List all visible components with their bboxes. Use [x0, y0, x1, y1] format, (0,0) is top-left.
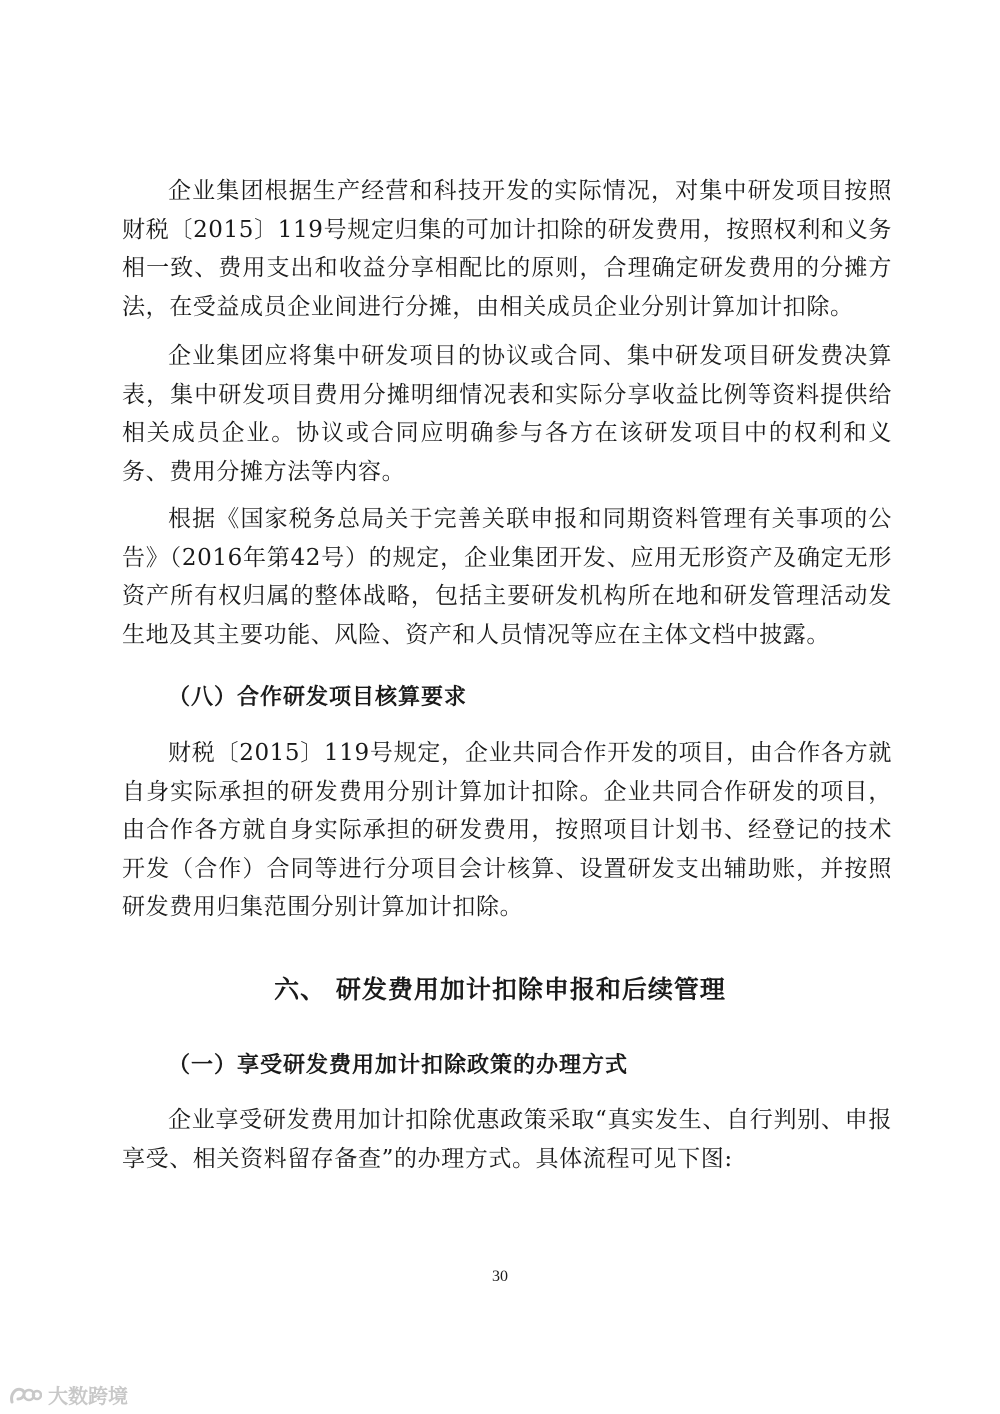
paragraph-handling-method: 企业享受研发费用加计扣除优惠政策采取“真实发生、自行判别、申报享受、相关资料留存备查”的办理方式。具体流程可见下图:: [122, 1107, 892, 1172]
watermark-text: 大数跨境: [48, 1384, 128, 1408]
subheading-handling-method: （一）享受研发费用加计扣除政策的办理方式: [168, 1052, 629, 1078]
page-number: 30: [492, 1268, 508, 1285]
subheading-cooperative-rd: （八）合作研发项目核算要求: [168, 684, 468, 710]
paragraph-related-party-disclosure: 根据《国家税务总局关于完善关联申报和同期资料管理有关事项的公告》（2016年第42号）的规定，企业集团开发、应用无形资产及确定无形资产所有权归属的整体战略，包括主要研发机构所在地和研发管理活动发生地及其主要功能、风险、资产和人员情况等应在主体文档中披露。: [122, 506, 892, 648]
paragraph-cooperative-rd: 财税〔2015〕119号规定，企业共同合作开发的项目，由合作各方就自身实际承担的研发费用分别计算加计扣除。企业共同合作研发的项目，由合作各方就自身实际承担的研发费用，按照项目计划书、经登记的技术开发（合作）合同等进行分项目会计核算、设置研发支出辅助账，并按照研发费用归集范围分别计算加计扣除。: [122, 740, 892, 920]
paragraph-group-materials: 企业集团应将集中研发项目的协议或合同、集中研发项目研发费决算表，集中研发项目费用分摊明细情况表和实际分享收益比例等资料提供给相关成员企业。协议或合同应明确参与各方在该研发项目中的权利和义务、费用分摊方法等内容。: [122, 343, 892, 485]
section-title-declaration: 六、 研发费用加计扣除申报和后续管理: [274, 975, 726, 1004]
logo-icon: [8, 1384, 42, 1406]
paragraph-group-rd-allocation: 企业集团根据生产经营和科技开发的实际情况，对集中研发项目按照财税〔2015〕119号规定归集的可加计扣除的研发费用，按照权利和义务相一致、费用支出和收益分享相配比的原则，合理确定研发费用的分摊方法，在受益成员企业间进行分摊，由相关成员企业分别计算加计扣除。: [122, 178, 892, 320]
watermark: [8, 1380, 128, 1409]
